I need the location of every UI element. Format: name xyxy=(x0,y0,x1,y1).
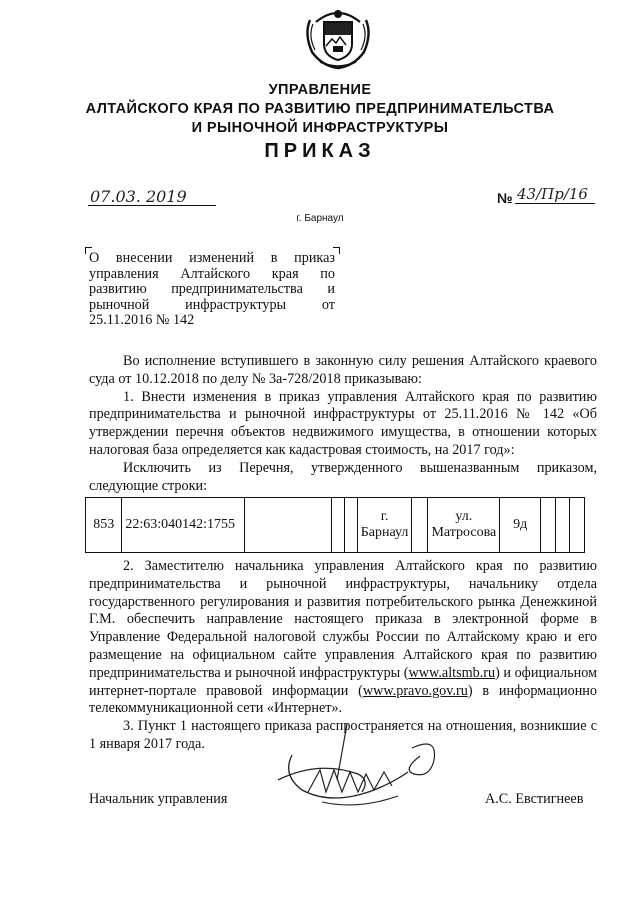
cell-empty xyxy=(555,498,570,553)
cell-cadastral-number: 22:63:040142:1755 xyxy=(122,498,245,553)
cell-empty xyxy=(344,498,357,553)
city-label: г. Барнаул xyxy=(296,213,344,224)
document-title: ПРИКАЗ xyxy=(264,140,376,162)
body-intro xyxy=(89,353,597,495)
org-name-line2: АЛТАЙСКОГО КРАЯ ПО РАЗВИТИЮ ПРЕДПРИНИМАТЕЛЬСТВА xyxy=(85,101,555,117)
paragraph-item-1: 1. Внести изменения в приказ управления Алтайского края по развитию предпринимательства и рыночной инфраструктуры от 25.11.2016 № 142 «Об утверждении перечня объектов недвижимого имущества, в отношении которых налоговая база определяется как кадастровая стоимость, на 2017 год»: xyxy=(89,388,597,458)
signatory-position: Начальник управления xyxy=(89,791,228,807)
coat-of-arms-icon xyxy=(302,6,374,70)
cell-empty xyxy=(570,498,585,553)
paragraph-exclude: Исключить из Перечня, утвержденного вышеназванным приказом, следующие строки: xyxy=(89,459,597,494)
pravo-link[interactable]: www.pravo.gov.ru xyxy=(362,682,468,699)
subject-text: О внесении изменений в приказ управления Алтайского края по развитию предпринимательства и рыночной инфраструктуры от 25.11.2016 № 142 xyxy=(89,250,335,329)
paragraph-item-3: 3. Пункт 1 настоящего приказа распространяется на отношения, возникшие с 1 января 2017 года. xyxy=(89,718,597,752)
handwritten-signature xyxy=(262,720,452,820)
cell-empty xyxy=(331,498,344,553)
org-name-line1: УПРАВЛЕНИЕ xyxy=(268,82,372,98)
cell-house: 9д xyxy=(500,498,541,553)
table-row xyxy=(86,498,585,553)
org-name-line3: И РЫНОЧНОЙ ИНФРАСТРУКТУРЫ xyxy=(191,120,449,136)
paragraph-intro: Во исполнение вступившего в законную силу решения Алтайского краевого суда от 10.12.2018 по делу № 3а-728/2018 приказываю: xyxy=(89,353,597,387)
cell-empty xyxy=(412,498,428,553)
altsmb-link[interactable]: www.altsmb.ru xyxy=(408,664,496,681)
cell-row-number: 853 xyxy=(86,498,122,553)
number-underline xyxy=(515,203,595,204)
excluded-rows-table xyxy=(85,497,585,553)
cell-empty xyxy=(541,498,556,553)
cell-street: ул. Матросова xyxy=(428,498,500,553)
cell-empty xyxy=(245,498,331,553)
number-prefix: № xyxy=(497,190,513,206)
signatory-name: А.С. Евстигнеев xyxy=(485,791,584,807)
document-number: 43/Пр/16 xyxy=(517,185,588,203)
cell-city: г. Барнаул xyxy=(357,498,412,553)
paragraph-item-2: 2. Заместителю начальника управления Алтайского края по развитию предпринимательства и рыночной инфраструктуры, начальнику отдела государственного регулирования и развития потребительского рынка Денежкиной Г.М. обеспечить направление настоящего приказа в электронной форме в Управление Федеральной налоговой службы России по Алтайскому краю и его размещение на официальном сайте управления Алтайского края по развитию предпринимательства и рыночной инфраструктуры (www.altsmb.ru) и официальном интернет-портале правовой информации (www.pravo.gov.ru) в информационно телекоммуникационной сети «Интернет». xyxy=(89,558,598,717)
date-underline xyxy=(88,205,216,206)
document-date: 07.03. 2019 xyxy=(90,187,187,206)
